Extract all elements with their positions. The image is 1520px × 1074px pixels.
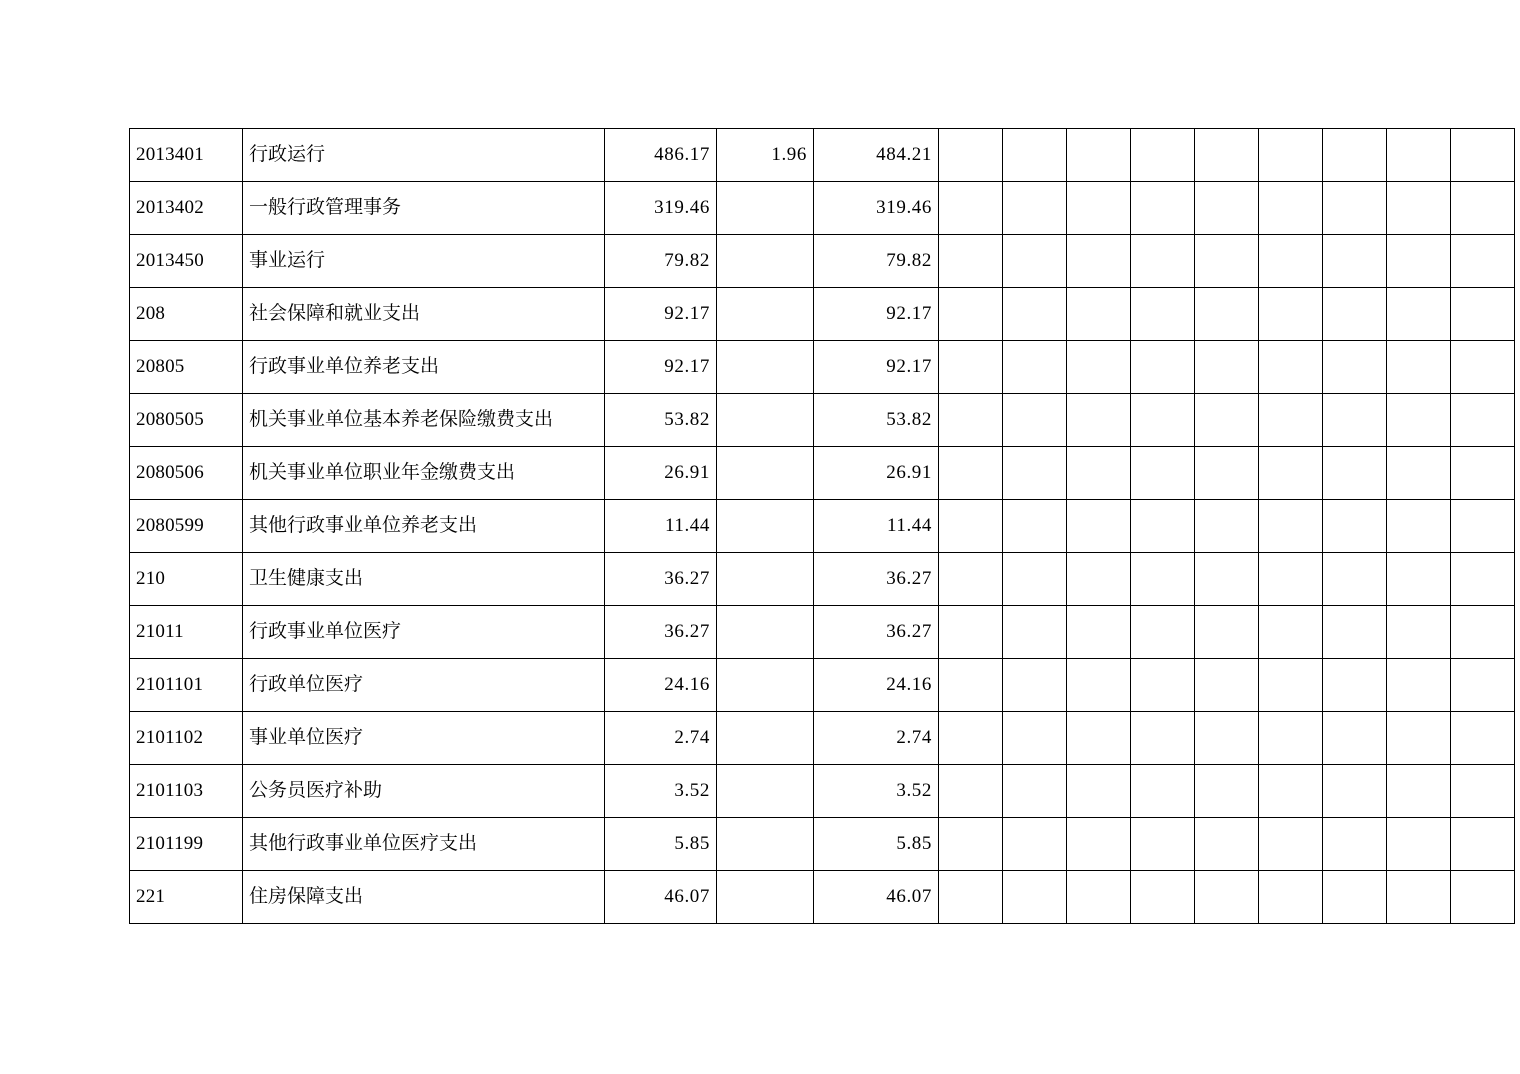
cell-blank (1131, 606, 1195, 659)
cell-item-name: 事业运行 (243, 235, 605, 288)
cell-item-name: 机关事业单位基本养老保险缴费支出 (243, 394, 605, 447)
cell-item-name: 社会保障和就业支出 (243, 288, 605, 341)
cell-blank (939, 182, 1003, 235)
cell-value1: 92.17 (605, 341, 717, 394)
cell-blank (1259, 182, 1323, 235)
cell-blank (1195, 288, 1259, 341)
cell-code: 208 (130, 288, 243, 341)
cell-blank (1323, 500, 1387, 553)
cell-blank (1131, 288, 1195, 341)
cell-value3: 3.52 (814, 765, 939, 818)
cell-item-name: 行政单位医疗 (243, 659, 605, 712)
cell-value2 (717, 712, 814, 765)
cell-blank (1131, 765, 1195, 818)
cell-code: 2101103 (130, 765, 243, 818)
table-row (130, 606, 1515, 659)
cell-blank (1131, 871, 1195, 924)
cell-blank (1323, 288, 1387, 341)
cell-blank (1195, 606, 1259, 659)
table-row (130, 871, 1515, 924)
cell-value1: 24.16 (605, 659, 717, 712)
cell-blank (1451, 659, 1515, 712)
cell-blank (939, 871, 1003, 924)
cell-blank (1451, 394, 1515, 447)
cell-code: 2080599 (130, 500, 243, 553)
cell-blank (1387, 606, 1451, 659)
cell-code: 2013402 (130, 182, 243, 235)
cell-item-name: 行政事业单位养老支出 (243, 341, 605, 394)
cell-blank (1259, 394, 1323, 447)
cell-value1: 11.44 (605, 500, 717, 553)
cell-blank (1003, 288, 1067, 341)
cell-blank (1387, 659, 1451, 712)
cell-blank (1195, 553, 1259, 606)
cell-value2 (717, 553, 814, 606)
cell-blank (1323, 182, 1387, 235)
cell-blank (1003, 553, 1067, 606)
cell-blank (1259, 129, 1323, 182)
cell-blank (1451, 500, 1515, 553)
cell-blank (939, 553, 1003, 606)
cell-blank (1003, 712, 1067, 765)
cell-blank (1323, 765, 1387, 818)
cell-item-name: 公务员医疗补助 (243, 765, 605, 818)
table-row (130, 712, 1515, 765)
cell-code: 21011 (130, 606, 243, 659)
table-row (130, 818, 1515, 871)
cell-blank (1451, 765, 1515, 818)
cell-blank (1131, 712, 1195, 765)
cell-blank (1067, 235, 1131, 288)
cell-blank (1131, 129, 1195, 182)
cell-blank (1131, 235, 1195, 288)
cell-item-name: 行政事业单位医疗 (243, 606, 605, 659)
cell-value3: 24.16 (814, 659, 939, 712)
cell-blank (1259, 288, 1323, 341)
cell-blank (1259, 500, 1323, 553)
table-row (130, 765, 1515, 818)
cell-item-name: 事业单位医疗 (243, 712, 605, 765)
cell-value2 (717, 288, 814, 341)
cell-value3: 92.17 (814, 288, 939, 341)
cell-blank (1067, 394, 1131, 447)
cell-blank (939, 765, 1003, 818)
cell-value1: 3.52 (605, 765, 717, 818)
cell-blank (1003, 500, 1067, 553)
cell-blank (1451, 447, 1515, 500)
cell-value2 (717, 606, 814, 659)
cell-blank (1067, 288, 1131, 341)
cell-item-name: 住房保障支出 (243, 871, 605, 924)
cell-blank (1323, 606, 1387, 659)
cell-value3: 484.21 (814, 129, 939, 182)
cell-value2 (717, 447, 814, 500)
cell-blank (1131, 818, 1195, 871)
cell-item-name: 行政运行 (243, 129, 605, 182)
cell-blank (1451, 606, 1515, 659)
cell-code: 2101101 (130, 659, 243, 712)
budget-table (129, 128, 1515, 924)
cell-code: 2013450 (130, 235, 243, 288)
cell-blank (1387, 394, 1451, 447)
cell-blank (1067, 606, 1131, 659)
cell-blank (1195, 447, 1259, 500)
cell-blank (1003, 129, 1067, 182)
cell-blank (1323, 553, 1387, 606)
cell-blank (1387, 553, 1451, 606)
cell-blank (1259, 818, 1323, 871)
cell-value2 (717, 182, 814, 235)
cell-blank (939, 447, 1003, 500)
cell-value3: 92.17 (814, 341, 939, 394)
cell-blank (1003, 235, 1067, 288)
cell-blank (1387, 765, 1451, 818)
cell-blank (1323, 871, 1387, 924)
cell-blank (1323, 659, 1387, 712)
cell-blank (1195, 659, 1259, 712)
cell-blank (1259, 765, 1323, 818)
cell-value1: 53.82 (605, 394, 717, 447)
cell-blank (939, 818, 1003, 871)
cell-blank (1195, 871, 1259, 924)
cell-item-name: 其他行政事业单位医疗支出 (243, 818, 605, 871)
cell-blank (1387, 500, 1451, 553)
cell-blank (1387, 712, 1451, 765)
table-row (130, 182, 1515, 235)
cell-value1: 5.85 (605, 818, 717, 871)
cell-code: 20805 (130, 341, 243, 394)
cell-item-name: 一般行政管理事务 (243, 182, 605, 235)
cell-blank (1387, 871, 1451, 924)
cell-value3: 2.74 (814, 712, 939, 765)
cell-code: 2080506 (130, 447, 243, 500)
cell-value3: 26.91 (814, 447, 939, 500)
cell-value1: 486.17 (605, 129, 717, 182)
table-row (130, 553, 1515, 606)
cell-blank (1195, 765, 1259, 818)
cell-blank (1387, 341, 1451, 394)
cell-blank (1067, 765, 1131, 818)
cell-blank (1451, 871, 1515, 924)
table-row (130, 447, 1515, 500)
cell-blank (1195, 712, 1259, 765)
cell-blank (1451, 818, 1515, 871)
cell-blank (1451, 288, 1515, 341)
cell-blank (1131, 394, 1195, 447)
cell-value2 (717, 235, 814, 288)
cell-value3: 36.27 (814, 553, 939, 606)
cell-blank (1067, 871, 1131, 924)
cell-value1: 36.27 (605, 553, 717, 606)
cell-blank (1003, 606, 1067, 659)
cell-blank (1067, 818, 1131, 871)
table-row (130, 394, 1515, 447)
cell-value2 (717, 871, 814, 924)
cell-blank (939, 659, 1003, 712)
cell-item-name: 卫生健康支出 (243, 553, 605, 606)
cell-value3: 5.85 (814, 818, 939, 871)
cell-blank (1323, 394, 1387, 447)
cell-blank (1195, 394, 1259, 447)
cell-blank (1387, 288, 1451, 341)
cell-blank (1003, 394, 1067, 447)
cell-blank (939, 606, 1003, 659)
cell-blank (1259, 235, 1323, 288)
cell-blank (1323, 341, 1387, 394)
cell-item-name: 机关事业单位职业年金缴费支出 (243, 447, 605, 500)
cell-blank (1387, 129, 1451, 182)
cell-blank (1451, 235, 1515, 288)
table-row (130, 235, 1515, 288)
cell-blank (939, 394, 1003, 447)
cell-blank (939, 235, 1003, 288)
cell-blank (1003, 818, 1067, 871)
cell-value2 (717, 394, 814, 447)
cell-blank (1003, 659, 1067, 712)
cell-blank (939, 129, 1003, 182)
cell-blank (1323, 818, 1387, 871)
cell-value1: 26.91 (605, 447, 717, 500)
cell-blank (1323, 447, 1387, 500)
cell-value1: 92.17 (605, 288, 717, 341)
cell-value1: 46.07 (605, 871, 717, 924)
cell-blank (1067, 341, 1131, 394)
cell-blank (1195, 818, 1259, 871)
cell-blank (1387, 447, 1451, 500)
table-row (130, 500, 1515, 553)
cell-blank (1131, 659, 1195, 712)
cell-value1: 36.27 (605, 606, 717, 659)
cell-blank (1259, 447, 1323, 500)
cell-blank (1451, 553, 1515, 606)
cell-value2 (717, 818, 814, 871)
cell-blank (1451, 341, 1515, 394)
cell-value2 (717, 659, 814, 712)
cell-value2 (717, 500, 814, 553)
cell-blank (1131, 447, 1195, 500)
cell-blank (1259, 659, 1323, 712)
cell-value3: 46.07 (814, 871, 939, 924)
cell-item-name: 其他行政事业单位养老支出 (243, 500, 605, 553)
cell-blank (1067, 553, 1131, 606)
cell-blank (1131, 500, 1195, 553)
cell-value3: 11.44 (814, 500, 939, 553)
cell-blank (1259, 871, 1323, 924)
cell-code: 221 (130, 871, 243, 924)
budget-table-container (129, 128, 1391, 924)
cell-blank (939, 341, 1003, 394)
cell-blank (1387, 818, 1451, 871)
cell-blank (1195, 182, 1259, 235)
cell-blank (939, 500, 1003, 553)
table-row (130, 341, 1515, 394)
cell-value1: 319.46 (605, 182, 717, 235)
cell-value3: 36.27 (814, 606, 939, 659)
cell-value3: 79.82 (814, 235, 939, 288)
cell-value3: 319.46 (814, 182, 939, 235)
cell-blank (939, 288, 1003, 341)
table-row (130, 129, 1515, 182)
cell-blank (1131, 341, 1195, 394)
cell-blank (1195, 235, 1259, 288)
cell-blank (1259, 553, 1323, 606)
cell-blank (939, 712, 1003, 765)
cell-blank (1003, 182, 1067, 235)
cell-blank (1451, 182, 1515, 235)
cell-blank (1003, 447, 1067, 500)
budget-table-body (130, 129, 1515, 924)
cell-blank (1067, 659, 1131, 712)
cell-blank (1067, 182, 1131, 235)
cell-value2 (717, 765, 814, 818)
cell-blank (1067, 447, 1131, 500)
cell-value2: 1.96 (717, 129, 814, 182)
cell-blank (1451, 129, 1515, 182)
cell-value2 (717, 341, 814, 394)
cell-blank (1195, 129, 1259, 182)
cell-blank (1451, 712, 1515, 765)
cell-blank (1387, 235, 1451, 288)
cell-code: 2080505 (130, 394, 243, 447)
cell-blank (1387, 182, 1451, 235)
cell-blank (1259, 712, 1323, 765)
cell-blank (1067, 712, 1131, 765)
cell-blank (1259, 341, 1323, 394)
cell-blank (1131, 182, 1195, 235)
cell-blank (1067, 500, 1131, 553)
cell-blank (1131, 553, 1195, 606)
cell-blank (1003, 341, 1067, 394)
cell-blank (1195, 341, 1259, 394)
cell-value1: 2.74 (605, 712, 717, 765)
table-row (130, 659, 1515, 712)
cell-blank (1003, 765, 1067, 818)
cell-blank (1323, 129, 1387, 182)
table-row (130, 288, 1515, 341)
cell-value3: 53.82 (814, 394, 939, 447)
cell-blank (1003, 871, 1067, 924)
cell-blank (1323, 712, 1387, 765)
cell-blank (1259, 606, 1323, 659)
cell-code: 2101102 (130, 712, 243, 765)
cell-value1: 79.82 (605, 235, 717, 288)
cell-code: 2101199 (130, 818, 243, 871)
cell-blank (1323, 235, 1387, 288)
cell-code: 2013401 (130, 129, 243, 182)
cell-blank (1067, 129, 1131, 182)
cell-code: 210 (130, 553, 243, 606)
cell-blank (1195, 500, 1259, 553)
